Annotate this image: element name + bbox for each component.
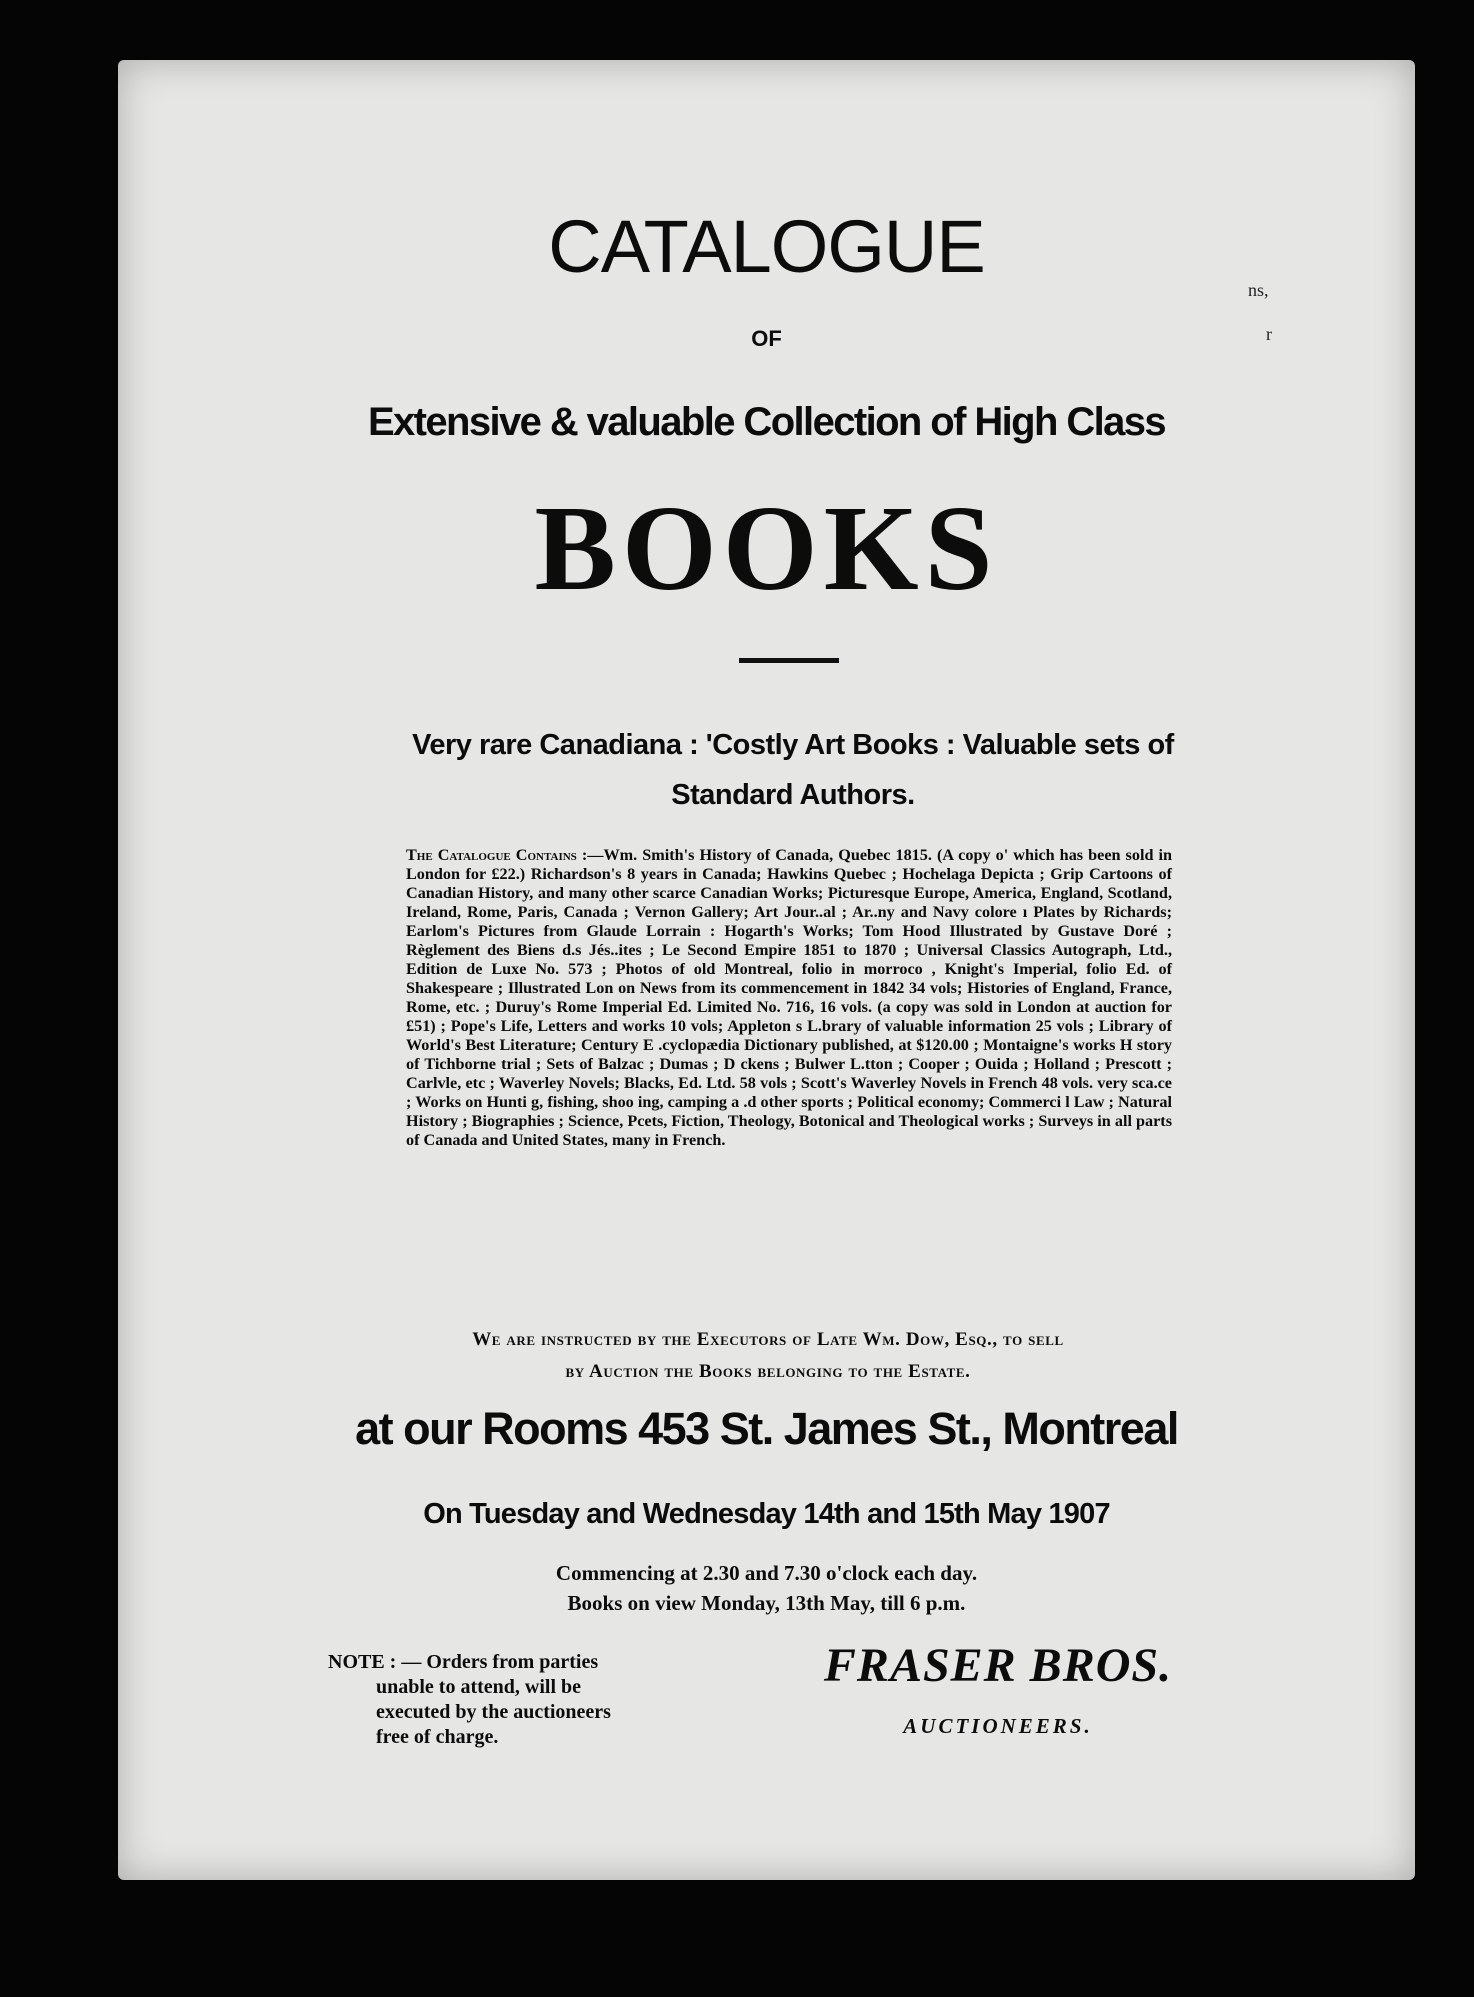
- executors-notice: [268, 1324, 1268, 1388]
- orders-note-line-2: unable to attend, will be: [376, 1676, 582, 1698]
- margin-mark-1: ns,: [1248, 280, 1269, 300]
- auction-dates: On Tuesday and Wednesday 14th and 15th May 1907: [423, 1498, 1110, 1530]
- margin-mark-2: r: [1266, 324, 1272, 344]
- catalogue-contents: [406, 846, 1172, 1150]
- orders-note-line-1: NOTE : — Orders from parties: [328, 1651, 599, 1673]
- auction-times-line-2: Books on view Monday, 13th May, till 6 p.m.: [567, 1591, 966, 1615]
- auction-times: [118, 1558, 1415, 1618]
- auctioneer-role: AUCTIONEERS.: [903, 1714, 1093, 1738]
- books-heading: BOOKS: [534, 481, 999, 616]
- orders-note-line-4: free of charge.: [376, 1726, 499, 1748]
- divider-rule: [739, 658, 839, 663]
- executors-notice-line-2: by Auction the Books belonging to the Estate.: [565, 1361, 971, 1382]
- rare-books-line-1: Very rare Canadiana : 'Costly Art Books : Valuable sets of: [412, 729, 1174, 761]
- rare-books-line-2: Standard Authors.: [671, 779, 915, 811]
- executors-notice-line-1: We are instructed by the Executors of Late Wm. Dow, Esq., to sell: [472, 1329, 1064, 1350]
- contents-lead: The Catalogue Contains: [406, 846, 577, 864]
- orders-note: [328, 1650, 668, 1750]
- orders-note-line-3: executed by the auctioneers: [376, 1701, 611, 1723]
- collection-subtitle: Extensive & valuable Collection of High Class: [367, 400, 1166, 444]
- catalogue-page: [118, 60, 1415, 1880]
- auction-times-line-1: Commencing at 2.30 and 7.30 o'clock each day.: [555, 1561, 978, 1585]
- title-of: OF: [751, 326, 782, 351]
- contents-body: :—Wm. Smith's History of Canada, Quebec 1815. (A copy o' which has been sold in London for £22.) Richardson's 8 years in Canada; Hawkins Quebec ; Hochelaga Depicta ; Grip Cartoons of Canadian History, and many other scarce Canadian Works; Picturesque Europe, America, England, Scotland, Ireland, Rome, Paris, Canada ; Vernon Gallery; Art Jour..al ; Ar..ny and Navy colore ı Plates by Richards; Earlom's Pictures from Glaude Lorrain : Hogarth's Works; Tom Hood Illustrated by Gustave Doré ; Règlement des Biens d.s Jés..ites ; Le Second Empire 1851 to 1870 ; Universal Classics Autograph, Ltd., Edition de Luxe No. 573 ; Photos of old Montreal, folio in morroco , Knight's Imperial, folio Ed. of Shakespeare ; Illustrated Lon on News from its commencement in 1842 34 vols; Histories of England, France, Rome, etc. ; Duruy's Rome Imperial Ed. Limited No. 716, 16 vols. (a copy was sold in London at auction for £51) ; Pope's Life, Letters and works 10 vols; Appleton s L.brary of valuable information 25 vols ; Library of World's Best Literature; Century E .cyclopædia Dictionary published, at $120.00 ; Montaigne's works H story of Tichborne trial ; Sets of Balzac ; Dumas ; D ckens ; Bulwer L.tton ; Cooper ; Ouida ; Holland ; Prescott ; Carlvle, etc ; Waverley Novels; Blacks, Ed. Ltd. 58 vols ; Scott's Waverley Novels in French 48 vols. very sca.ce ; Works on Hunti g, fishing, shoo ing, camping a .d other sports ; Political economy; Commerci l Law ; Natural History ; Biographies ; Science, Pcets, Fiction, Theology, Botonical and Theological works ; Surveys in all parts of Canada and United States, many in French.: [406, 846, 1173, 1149]
- catalogue-title: CATALOGUE: [548, 205, 985, 288]
- auction-location: at our Rooms 453 St. James St., Montreal: [355, 1403, 1178, 1454]
- rare-books-line: [318, 720, 1268, 820]
- auctioneer-firm: FRASER BROS.: [823, 1639, 1173, 1692]
